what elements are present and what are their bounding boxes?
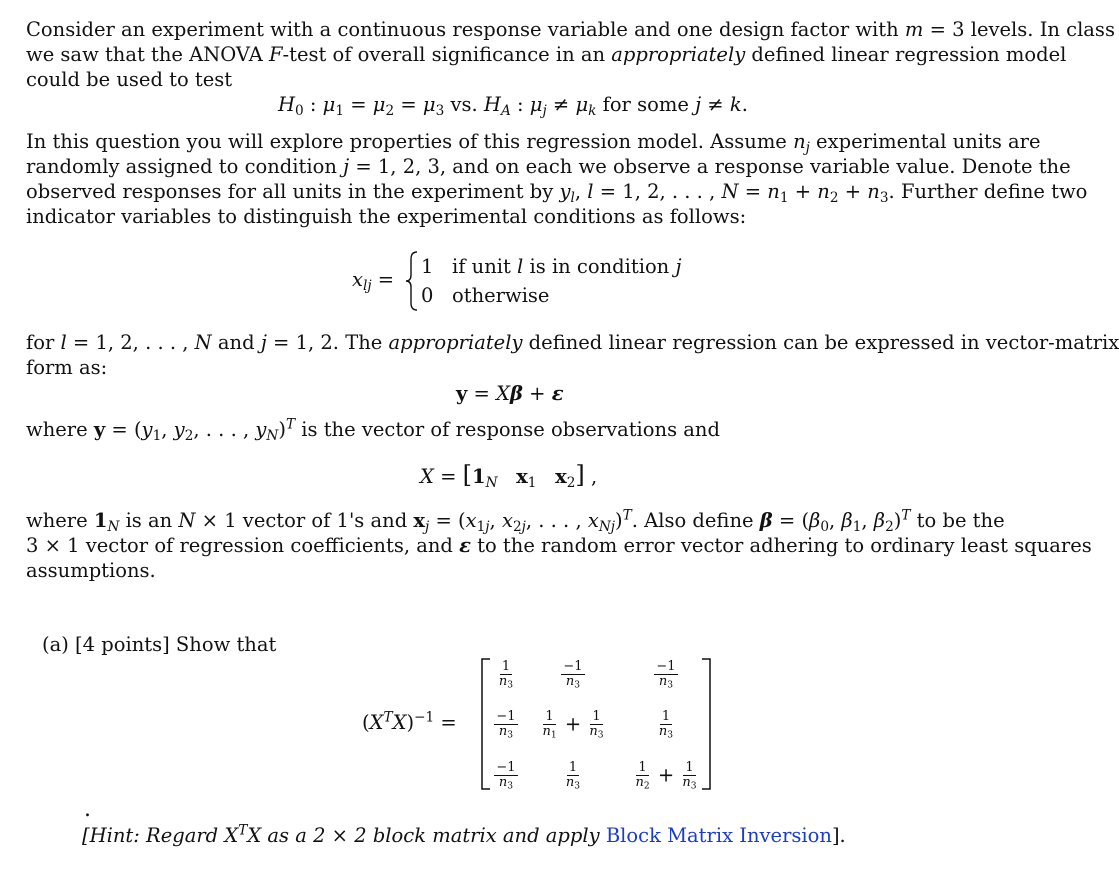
- regression-equation: y = Xβ + ε: [456, 382, 564, 405]
- trailing-dot: .: [84, 797, 91, 822]
- intro-line-3: could be used to test: [26, 68, 233, 91]
- indicator-lhs: $x_{lj}$ =: [352, 268, 395, 295]
- matrix-cell-3-1: $\frac{-1}{n_3}$: [496, 760, 516, 793]
- intro-line-2: we saw that the ANOVA F-test of overall significance in an appropriately defined linear regression model: [26, 43, 1067, 66]
- matrix-cell-1-3: $\frac{-1}{n_3}$: [656, 659, 676, 692]
- para4-line-1: where $1_N$ is an N × 1 vector of 1's and $x_j = (x_{1j}$, $x_{2j}$, . . . , $x_{Nj})^T$. Also define $\beta = (\beta_0$, $\beta_1$, $\beta_2)^T$ to be the: [26, 507, 1005, 536]
- matrix-cell-2-1: $\frac{-1}{n_3}$: [496, 709, 516, 742]
- matrix-cell-3-3: $\frac{1}{n_2}$ + $\frac{1}{n_3}$: [635, 760, 697, 793]
- hypothesis-equation: $H_0$ : $\mu_1 = \mu_2 = \mu_3$ vs. $H_A$ : $\mu_j \ne \mu_k$ for some j ≠ k.: [278, 93, 748, 120]
- intro-line-1: Consider an experiment with a continuous response variable and one design factor with m = 3 levels. In class: [26, 18, 1115, 41]
- part-a-label: (a) [4 points] Show that: [42, 633, 277, 656]
- matrix-cell-1-2: $\frac{-1}{n_3}$: [563, 659, 583, 692]
- matrix-cell-3-2: $\frac{1}{n_3}$: [565, 760, 581, 793]
- para4-line-2: 3 × 1 vector of regression coefficients, and ε to the random error vector adhering to ordinary least squares: [26, 534, 1092, 557]
- case-2-text: otherwise: [452, 284, 550, 307]
- design-matrix-equation: $X = [1_N$ $x_1$ $x_2$] ,: [420, 461, 598, 492]
- para2-line-3: observed responses for all units in the experiment by $y_l$, l = 1, 2, . . . , $N = n_1 + n_2 + n_3$. Further define two: [26, 180, 1088, 207]
- matrix-cell-2-3: $\frac{1}{n_3}$: [658, 709, 674, 742]
- para3-line-2: form as:: [26, 356, 108, 379]
- para2-line-1: In this question you will explore properties of this regression model. Assume $n_j$ experimental units are: [26, 130, 1041, 157]
- matrix-cell-2-2: $\frac{1}{n_1}$ + $\frac{1}{n_3}$: [542, 709, 604, 742]
- case-2-value: 0: [421, 284, 434, 307]
- para4-line-3: assumptions.: [26, 559, 156, 582]
- para3-line-3: where $y = (y_1$, $y_2$, . . . , $y_N)^T$ is the vector of response observations and: [26, 416, 720, 445]
- matrix-cell-1-1: $\frac{1}{n_3}$: [498, 659, 514, 692]
- para2-line-2: randomly assigned to condition j = 1, 2, 3, and on each we observe a response variable value. Denote the: [26, 155, 1071, 178]
- para3-line-1: for l = 1, 2, . . . , N and j = 1, 2. The appropriately defined linear regression can be expressed in vector-matrix: [26, 331, 1119, 354]
- hint-text: [Hint: Regard $X^TX$ as a 2 × 2 block matrix and apply Block Matrix Inversion].: [82, 822, 846, 847]
- inverse-lhs: $(X^TX)^{-1}$ =: [362, 709, 457, 734]
- para2-line-4: indicator variables to distinguish the experimental conditions as follows:: [26, 205, 747, 228]
- case-1-text: if unit l is in condition j: [452, 255, 682, 278]
- case-1-value: 1: [421, 255, 434, 278]
- block-matrix-inversion-link[interactable]: Block Matrix Inversion: [605, 824, 832, 847]
- left-brace-icon: [404, 250, 420, 312]
